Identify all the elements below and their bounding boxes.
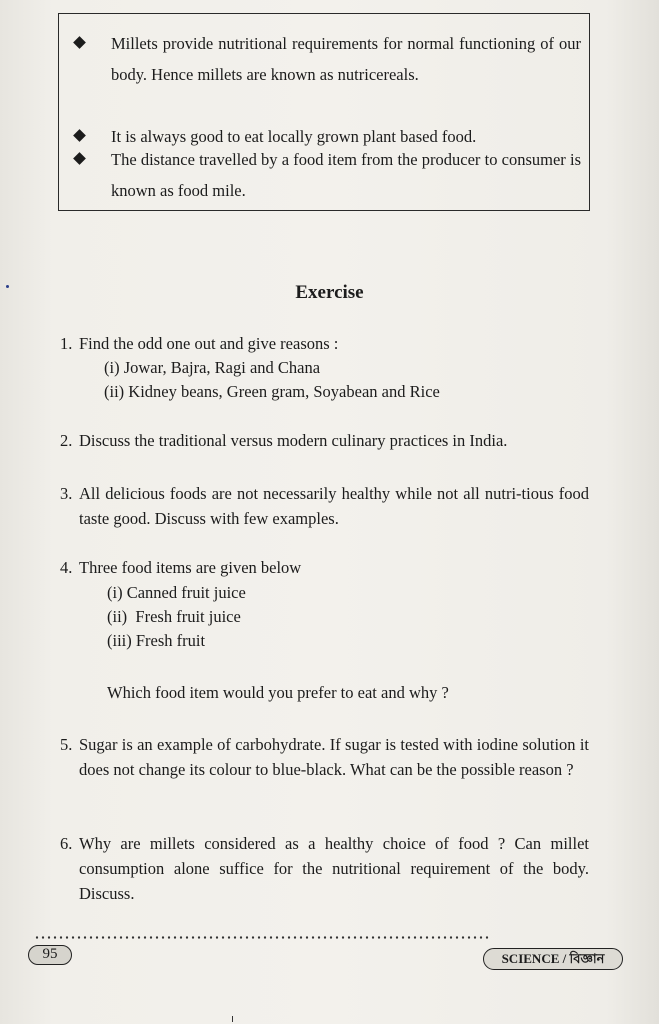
question-5 bbox=[60, 732, 589, 782]
diamond-bullet-icon bbox=[73, 152, 86, 165]
question-1-option: (ii) Kidney beans, Green gram, Soyabean and Rice bbox=[104, 382, 440, 401]
summary-bullet-text: It is always good to eat locally grown plant based food. bbox=[111, 127, 477, 146]
page-number: 95 bbox=[28, 945, 72, 965]
summary-bullet-text: Millets provide nutritional requirements for normal functioning of our body. Hence millets are known as nutricereals. bbox=[111, 34, 581, 84]
question-number: 2. bbox=[60, 431, 73, 450]
question-number: 3. bbox=[60, 484, 73, 503]
question-1 bbox=[60, 331, 589, 356]
diamond-bullet-icon bbox=[73, 36, 86, 49]
question-6 bbox=[60, 831, 589, 906]
question-text: Discuss the traditional versus modern culinary practices in India. bbox=[79, 431, 508, 450]
exercise-title: Exercise bbox=[295, 282, 364, 303]
question-4-option: (iii) Fresh fruit bbox=[107, 631, 206, 650]
stray-mark bbox=[232, 1016, 233, 1022]
summary-bullet-text: The distance travelled by a food item from the producer to consumer is known as food mile. bbox=[111, 150, 581, 200]
question-4-option: (ii) Fresh fruit juice bbox=[107, 607, 241, 626]
question-4 bbox=[60, 555, 589, 580]
question-text: Why are millets considered as a healthy choice of food ? Can millet consumption alone suffice for the nutritional requirement of the body. Discuss. bbox=[79, 834, 589, 903]
question-text: Three food items are given below bbox=[79, 558, 302, 577]
question-text: All delicious foods are not necessarily healthy while not all nutri-tious food taste good. Discuss with few examples. bbox=[79, 484, 589, 528]
question-2 bbox=[60, 428, 589, 453]
question-4-option: (i) Canned fruit juice bbox=[107, 583, 246, 602]
footer-dotted-rule bbox=[34, 936, 489, 939]
question-number: 1. bbox=[60, 334, 73, 353]
question-3 bbox=[60, 481, 589, 531]
question-number: 6. bbox=[60, 834, 73, 853]
summary-box bbox=[58, 13, 590, 211]
question-4-followup: Which food item would you prefer to eat and why ? bbox=[107, 683, 449, 702]
subject-label: SCIENCE / বিজ্ঞান bbox=[483, 948, 623, 970]
question-number: 5. bbox=[60, 735, 73, 754]
question-number: 4. bbox=[60, 558, 73, 577]
question-text: Find the odd one out and give reasons : bbox=[79, 334, 339, 353]
summary-bullet bbox=[75, 144, 581, 206]
summary-bullet bbox=[75, 28, 581, 90]
question-text: Sugar is an example of carbohydrate. If sugar is tested with iodine solution it does not change its colour to blue-black. What can be the possible reason ? bbox=[79, 735, 589, 779]
question-1-option: (i) Jowar, Bajra, Ragi and Chana bbox=[104, 358, 321, 377]
diamond-bullet-icon bbox=[73, 129, 86, 142]
